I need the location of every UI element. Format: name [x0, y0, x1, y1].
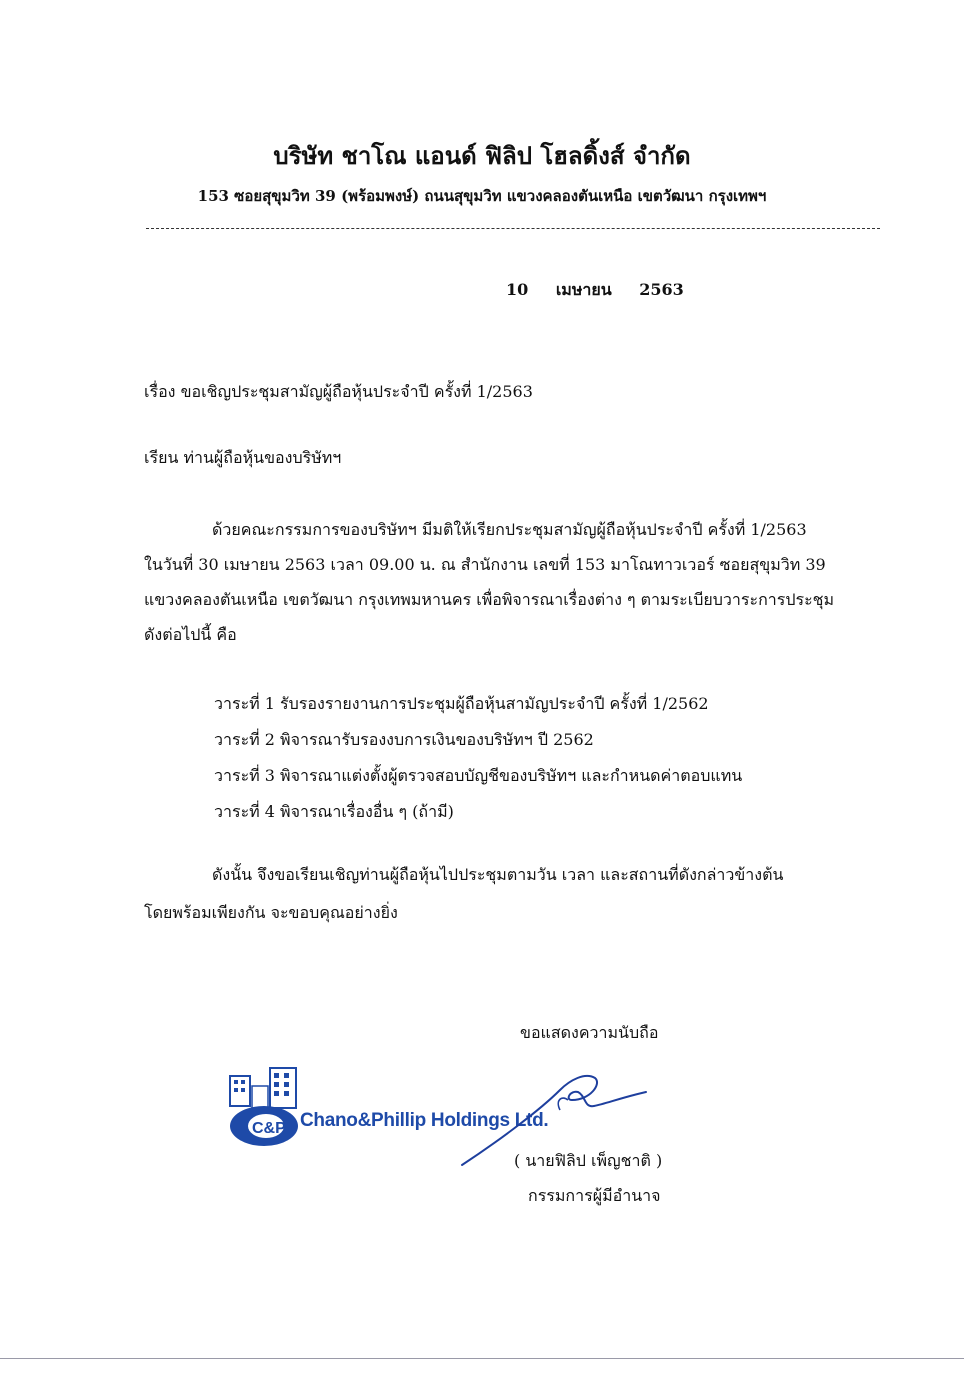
signer-name: ( นายฟิลิป เพ็ญชาติ ): [514, 1151, 663, 1170]
company-address: 153 ซอยสุขุมวิท 39 (พร้อมพงษ์) ถนนสุขุมวิท แขวงคลองตันเหนือ เขตวัฒนา กรุงเทพฯ: [197, 187, 767, 205]
logo-mark-text: C&P: [252, 1120, 286, 1137]
body-line: แขวงคลองตันเหนือ เขตวัฒนา กรุงเทพมหานคร เพื่อพิจารณาเรื่องต่าง ๆ ตามระเบียบวาระการประชุม: [144, 590, 835, 609]
agenda-item: วาระที่ 1 รับรองรายงานการประชุมผู้ถือหุ้นสามัญประจำปี ครั้งที่ 1/2562: [214, 694, 709, 713]
sign-off-regards: ขอแสดงความนับถือ: [520, 1023, 659, 1042]
closing-paragraph: [144, 856, 783, 932]
closing-line: โดยพร้อมเพียงกัน จะขอบคุณอย่างยิ่ง: [144, 903, 398, 922]
company-logo-icon: [226, 1064, 306, 1150]
agenda-item: วาระที่ 2 พิจารณารับรองงบการเงินของบริษัทฯ ปี 2562: [214, 730, 594, 749]
body-line: ดังต่อไปนี้ คือ: [144, 625, 237, 644]
closing-line: ดังนั้น จึงขอเรียนเชิญท่านผู้ถือหุ้นไปประชุมตามวัน เวลา และสถานที่ดังกล่าวข้างต้น: [212, 865, 784, 884]
letter-date: 10 เมษายน 2563: [506, 280, 684, 299]
body-line: ในวันที่ 30 เมษายน 2563 เวลา 09.00 น. ณ สำนักงาน เลขที่ 153 มาโณทาวเวอร์ ซอยสุขุมวิท 39: [144, 555, 826, 574]
agenda-item: วาระที่ 4 พิจารณาเรื่องอื่น ๆ (ถ้ามี): [214, 802, 454, 821]
company-logo-text: Chano&Phillip Holdings Ltd.: [300, 1110, 549, 1131]
agenda-list: [214, 686, 742, 830]
header-divider: [146, 228, 880, 229]
letter-salutation: เรียน ท่านผู้ถือหุ้นของบริษัทฯ: [144, 448, 342, 467]
agenda-item: วาระที่ 3 พิจารณาแต่งตั้งผู้ตรวจสอบบัญชีของบริษัทฯ และกำหนดค่าตอบแทน: [214, 766, 743, 785]
page-bottom-edge: [0, 1358, 964, 1359]
letter-subject: เรื่อง ขอเชิญประชุมสามัญผู้ถือหุ้นประจำปี ครั้งที่ 1/2563: [144, 382, 533, 401]
body-line: ด้วยคณะกรรมการของบริษัทฯ มีมติให้เรียกประชุมสามัญผู้ถือหุ้นประจำปี ครั้งที่ 1/2563: [212, 520, 807, 539]
company-name: บริษัท ชาโณ แอนด์ ฟิลิป โฮลดิ้งส์ จำกัด: [273, 141, 691, 170]
body-paragraph: [144, 512, 880, 652]
signer-title: กรรมการผู้มีอำนาจ: [528, 1186, 661, 1205]
